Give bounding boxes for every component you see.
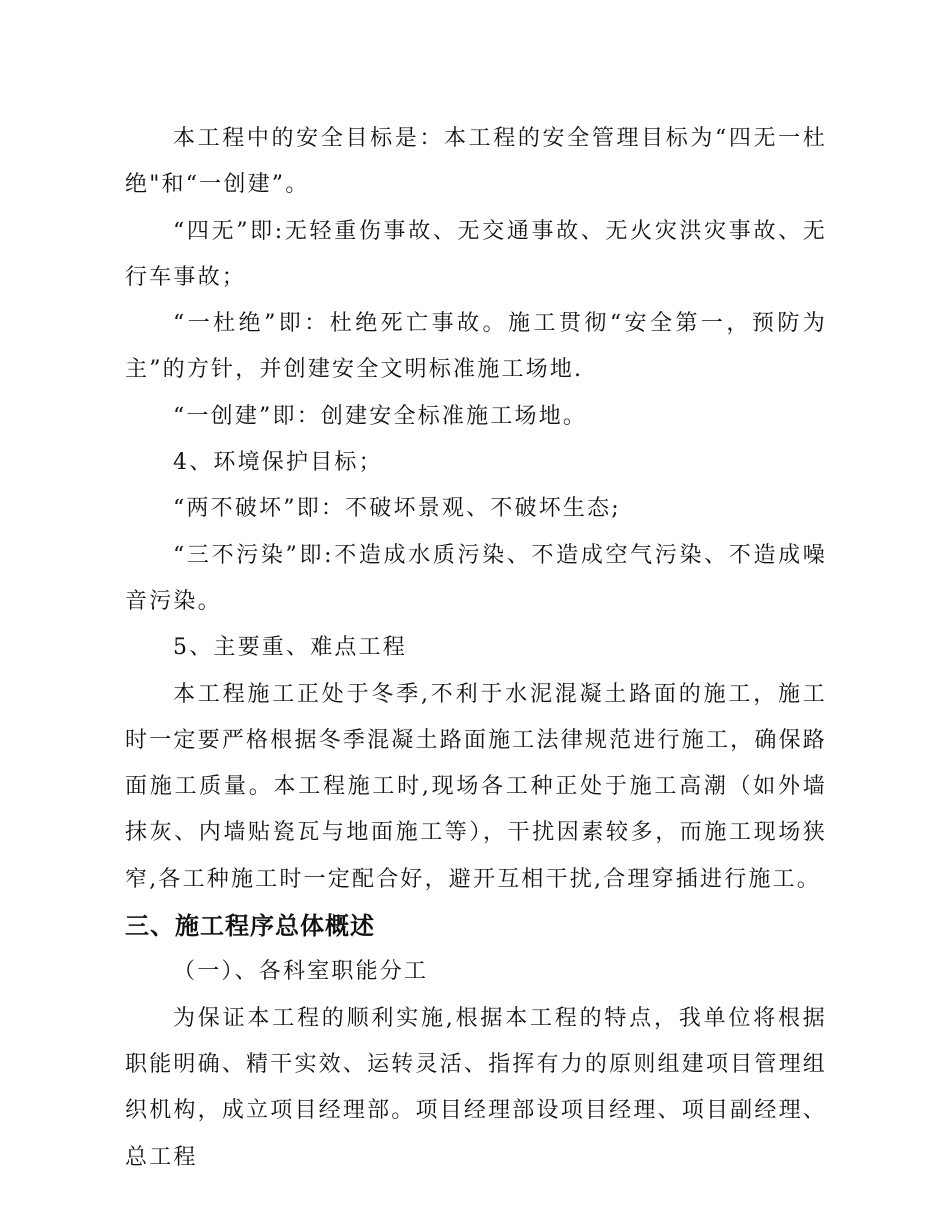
document-body <box>125 116 827 1181</box>
safety-goal-paragraph: 本工程中的安全目标是：本工程的安全管理目标为“四无一杜绝"和“一创建”。 <box>125 126 827 198</box>
three-no-pollution-paragraph: “三不污染”即:不造成水质污染、不造成空气污染、不造成噪音污染。 <box>125 542 827 614</box>
subsection-heading: （一）、各科室职能分工 <box>173 959 429 985</box>
two-no-damage-paragraph: “两不破坏”即：不破坏景观、不破坏生态; <box>173 496 621 522</box>
environment-goal-heading: 4、环境保护目标； <box>173 450 383 476</box>
winter-construction-paragraph: 本工程施工正处于冬季,不利于水泥混凝土路面的施工，施工时一定要严格根据冬季混凝土路面施工法律规范进行施工，确保路面施工质量。本工程施工时,现场各工种正处于施工高潮（如外墙抹灰、内墙贴瓷瓦与地面施工等），干扰因素较多，而施工现场狭窄,各工种施工时一定配合好，避开互相干扰,合理穿插进行施工。 <box>125 681 827 892</box>
one-eliminate-paragraph: “一杜绝”即：杜绝死亡事故。施工贯彻“安全第一，预防为主”的方针，并创建安全文明标准施工场地. <box>125 311 827 383</box>
four-none-paragraph: “四无”即:无轻重伤事故、无交通事故、无火灾洪灾事故、无行车事故； <box>125 218 827 290</box>
section-heading: 三、施工程序总体概述 <box>125 912 375 941</box>
one-create-paragraph: “一创建”即：创建安全标准施工场地。 <box>173 403 588 429</box>
organization-paragraph: 为保证本工程的顺利实施,根据本工程的特点，我单位将根据职能明确、精干实效、运转灵活、指挥有力的原则组建项目管理组织机构，成立项目经理部。项目经理部设项目经理、项目副经理、总工程 <box>125 1005 827 1170</box>
key-difficult-works-heading: 5、主要重、难点工程 <box>173 635 407 661</box>
